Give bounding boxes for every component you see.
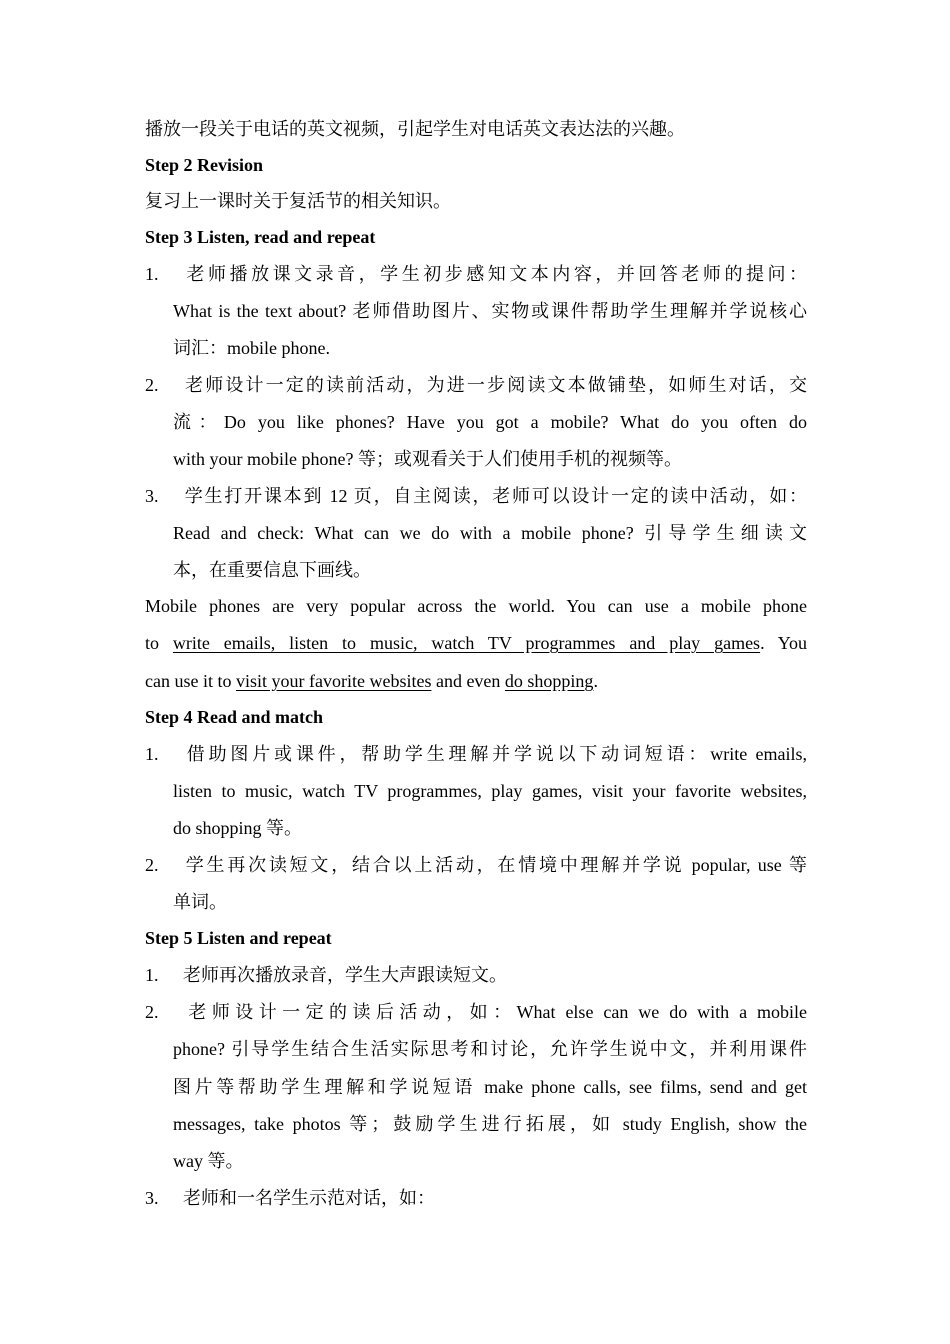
step5-item2-line3: 图片等帮助学生理解和学说短语 make phone calls, see films, send and get bbox=[173, 1077, 807, 1097]
step4-item2-line1: 2. 学生再次读短文，结合以上活动，在情境中理解并学说 popular, use 等 bbox=[145, 851, 807, 879]
list-number: 1. bbox=[145, 965, 159, 985]
step2-heading: Step 2 Revision bbox=[145, 155, 264, 175]
list-number: 2. bbox=[145, 1002, 159, 1022]
underlined-phrase: write emails, listen to music, watch TV programmes and play games bbox=[172, 633, 761, 653]
step5-item2-line4: messages, take photos 等；鼓励学生进行拓展，如 study English, show the bbox=[173, 1114, 807, 1134]
step4-item1-line1: 1. 借助图片或课件，帮助学生理解并学说以下动词短语：write emails, bbox=[145, 740, 807, 768]
list-number: 1. bbox=[145, 264, 159, 284]
step5-item2-line5: way 等。 bbox=[173, 1151, 244, 1171]
step5-item2-line2: phone? 引导学生结合生活实际思考和讨论，允许学生说中文，并利用课件 bbox=[173, 1039, 807, 1059]
step3-item3-line2: Read and check: What can we do with a mobile phone? 引导学生细读文 bbox=[173, 523, 807, 543]
intro-text: 播放一段关于电话的英文视频，引起学生对电话英文表达法的兴趣。 bbox=[145, 119, 685, 139]
step4-item2-line2: 单词。 bbox=[173, 892, 227, 912]
step3-item3-line3: 本，在重要信息下画线。 bbox=[173, 560, 371, 580]
step3-item2-line3: with your mobile phone? 等；或观看关于人们使用手机的视频等。 bbox=[173, 449, 682, 469]
list-number: 3. bbox=[145, 1188, 159, 1208]
step5-item3-line1: 3. 老师和一名学生示范对话，如： bbox=[145, 1184, 807, 1212]
step4-heading: Step 4 Read and match bbox=[145, 707, 324, 727]
step4-item1-line3: do shopping 等。 bbox=[173, 818, 303, 838]
underlined-phrase: visit your favorite websites bbox=[235, 671, 432, 691]
step3-heading: Step 3 Listen, read and repeat bbox=[145, 227, 376, 247]
passage-line1: Mobile phones are very popular across the world. You can use a mobile phone bbox=[145, 596, 807, 616]
step3-item1-line2: What is the text about? 老师借助图片、实物或课件帮助学生理解并学说核心 bbox=[173, 301, 807, 321]
step3-item1-line3: 词汇：mobile phone. bbox=[173, 338, 330, 358]
step3-item2-line1: 2. 老师设计一定的读前活动，为进一步阅读文本做铺垫，如师生对话，交 bbox=[145, 371, 807, 399]
passage-line2: to write emails, listen to music, watch TV programmes and play games. You bbox=[145, 633, 808, 653]
step4-item1-line2: listen to music, watch TV programmes, play games, visit your favorite websites, bbox=[173, 781, 807, 801]
step3-item1-line1: 1. 老师播放课文录音，学生初步感知文本内容，并回答老师的提问： bbox=[145, 260, 807, 288]
passage-line3: can use it to visit your favorite websites and even do shopping. bbox=[145, 671, 598, 691]
list-number: 1. bbox=[145, 744, 159, 764]
list-number: 2. bbox=[145, 855, 159, 875]
step5-item1-line1: 1. 老师再次播放录音，学生大声跟读短文。 bbox=[145, 961, 807, 989]
step5-heading: Step 5 Listen and repeat bbox=[145, 928, 332, 948]
step3-item2-line2: 流：Do you like phones? Have you got a mobile? What do you often do bbox=[173, 412, 807, 432]
list-number: 2. bbox=[145, 375, 159, 395]
step5-item2-line1: 2. 老师设计一定的读后活动，如：What else can we do with a mobile bbox=[145, 998, 807, 1026]
step3-item3-line1: 3. 学生打开课本到 12 页，自主阅读，老师可以设计一定的读中活动，如： bbox=[145, 482, 807, 510]
step2-text: 复习上一课时关于复活节的相关知识。 bbox=[145, 191, 451, 211]
list-number: 3. bbox=[145, 486, 159, 506]
underlined-phrase: do shopping bbox=[504, 671, 594, 691]
